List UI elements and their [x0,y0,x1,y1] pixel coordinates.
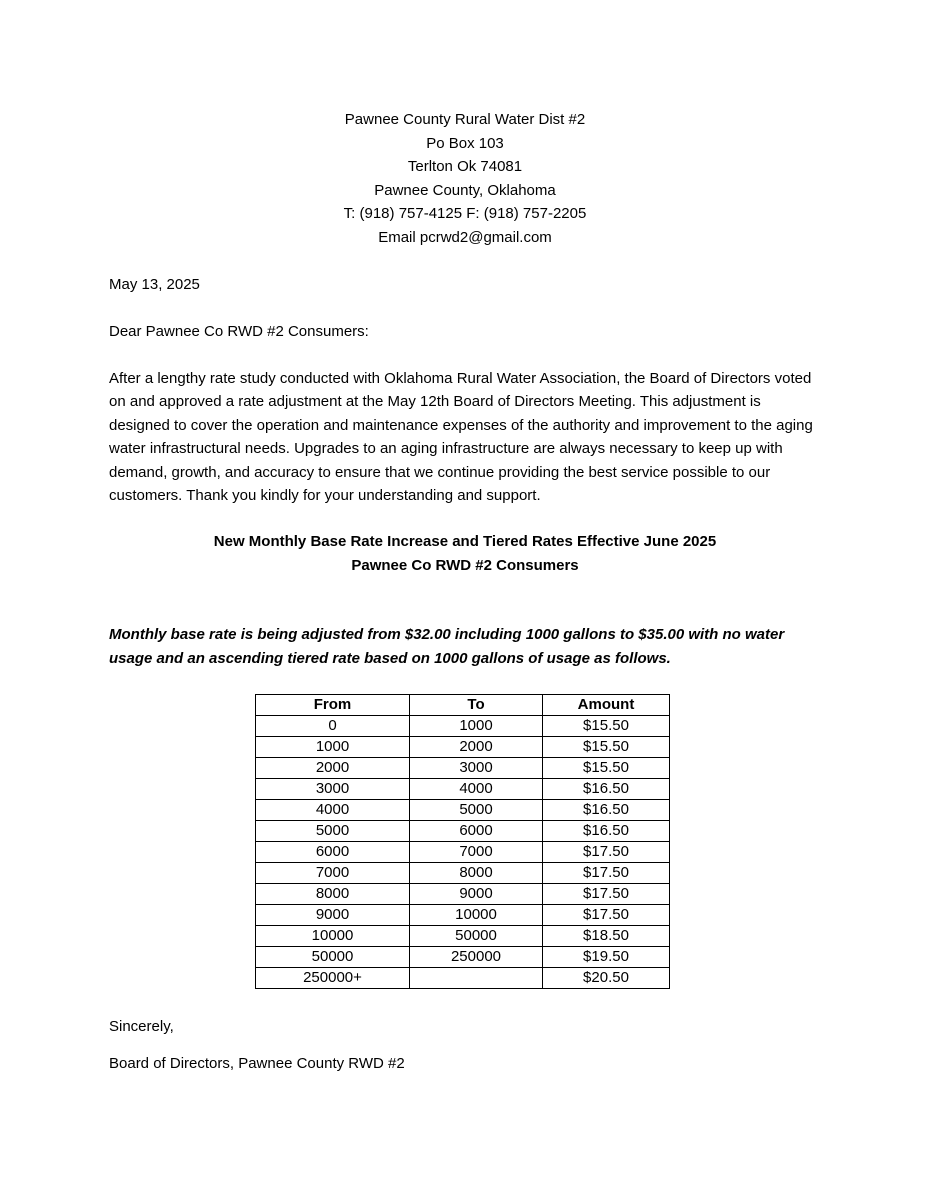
cell-amount: $15.50 [543,758,670,779]
salutation: Dear Pawnee Co RWD #2 Consumers: [109,323,369,340]
header-from: From [256,695,410,716]
county-line: Pawnee County, Oklahoma [374,181,556,199]
cell-to: 7000 [410,842,543,863]
table-row [256,947,670,968]
cell-from: 4000 [256,800,410,821]
cell-amount: $16.50 [543,779,670,800]
rate-notice: Monthly base rate is being adjusted from $32.00 including 1000 gallons to $35.00 with no water usage and an ascending tiered rate based on 1000 gallons of usage as follows. [109,626,785,667]
cell-to: 9000 [410,884,543,905]
po-box: Po Box 103 [426,134,504,152]
cell-amount: $16.50 [543,821,670,842]
cell-amount: $16.50 [543,800,670,821]
closing: Sincerely, [109,1018,174,1035]
cell-to: 8000 [410,863,543,884]
cell-from: 7000 [256,863,410,884]
cell-to: 250000 [410,947,543,968]
cell-to: 4000 [410,779,543,800]
email-line: Email pcrwd2@gmail.com [378,228,552,246]
header-amount: Amount [543,695,670,716]
table-row [256,842,670,863]
signature: Board of Directors, Pawnee County RWD #2 [109,1055,405,1072]
cell-to: 10000 [410,905,543,926]
table-row [256,800,670,821]
rate-title-line2: Pawnee Co RWD #2 Consumers [351,556,579,574]
cell-from: 5000 [256,821,410,842]
body-paragraph: After a lengthy rate study conducted with Oklahoma Rural Water Association, the Board of Directors voted on and approved a rate adjustment at the May 12th Board of Directors Meeting. This adjustment is designed to cover the operation and maintenance expenses of the authority and improvement to the aging water infrastructural needs. Upgrades to an aging infrastructure are always necessary to keep up with demand, growth, and accuracy to ensure that we continue providing the best service possible to our customers. Thank you kindly for your understanding and support. [109,370,813,505]
letter-date: May 13, 2025 [109,276,200,293]
cell-from: 9000 [256,905,410,926]
table-row [256,905,670,926]
table-row [256,863,670,884]
cell-amount: $15.50 [543,737,670,758]
org-name: Pawnee County Rural Water Dist #2 [344,111,586,128]
header-to: To [410,695,543,716]
table-row [256,779,670,800]
rate-table-body [256,716,670,989]
cell-from: 250000+ [256,968,410,989]
cell-from: 3000 [256,779,410,800]
table-row [256,737,670,758]
cell-amount: $17.50 [543,863,670,884]
city-line: Terlton Ok 74081 [407,158,523,175]
cell-from: 0 [256,716,410,737]
cell-from: 10000 [256,926,410,947]
cell-from: 50000 [256,947,410,968]
cell-to [410,968,543,989]
cell-to: 2000 [410,737,543,758]
cell-from: 2000 [256,758,410,779]
cell-to: 50000 [410,926,543,947]
cell-from: 6000 [256,842,410,863]
table-row [256,758,670,779]
cell-amount: $17.50 [543,905,670,926]
cell-amount: $18.50 [543,926,670,947]
cell-amount: $15.50 [543,716,670,737]
table-row [256,821,670,842]
table-row [256,884,670,905]
cell-amount: $17.50 [543,884,670,905]
cell-amount: $20.50 [543,968,670,989]
phone-fax-line: T: (918) 757-4125 F: (918) 757-2205 [343,205,587,222]
cell-from: 1000 [256,737,410,758]
cell-amount: $17.50 [543,842,670,863]
rate-table [255,694,670,989]
rate-table-header [256,695,670,716]
table-row [256,716,670,737]
cell-to: 3000 [410,758,543,779]
cell-to: 1000 [410,716,543,737]
rate-title-line1: New Monthly Base Rate Increase and Tiered Rates Effective June 2025 [213,533,717,550]
cell-to: 6000 [410,821,543,842]
cell-from: 8000 [256,884,410,905]
table-row [256,926,670,947]
cell-amount: $19.50 [543,947,670,968]
table-row [256,968,670,989]
cell-to: 5000 [410,800,543,821]
letterhead [109,108,821,249]
rate-title [109,530,821,577]
